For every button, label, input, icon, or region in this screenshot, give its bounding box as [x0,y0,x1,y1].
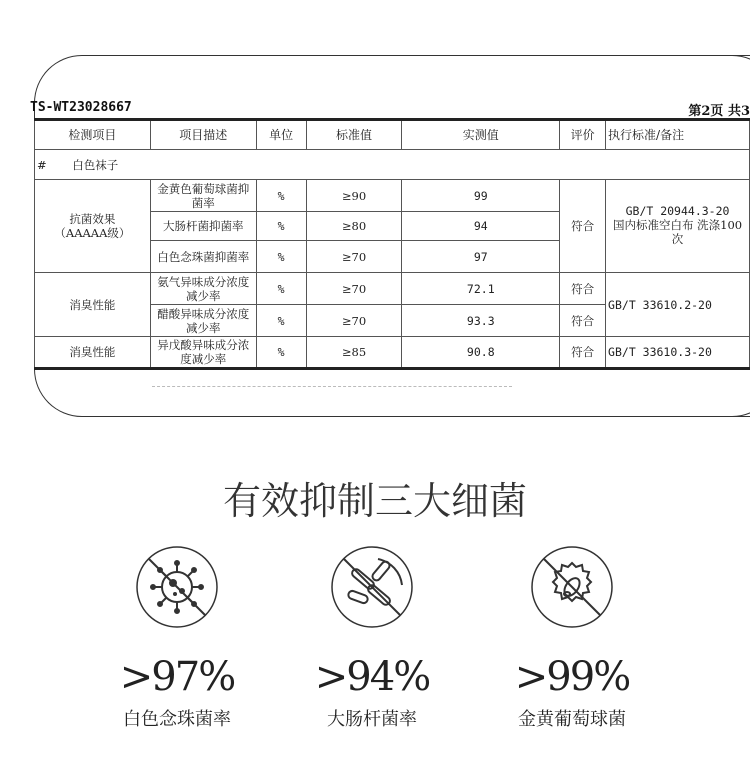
standard-cell [606,180,750,273]
unit-cell: % [256,337,306,369]
table-header-row [35,120,750,150]
value-cell: 99 [402,180,560,212]
page-indicator: 第2页 共3 [688,104,750,119]
stat-label: 金黄葡萄球菌 [518,709,626,730]
cocci-icon [530,545,614,629]
table-row [35,180,750,212]
section-cell [35,150,750,180]
value-cell: 90.8 [402,337,560,369]
unit-cell: % [256,212,306,241]
unit-cell: % [256,241,306,273]
test-results-table [34,118,750,370]
value-cell: 97 [402,241,560,273]
header-cell: 评价 [560,120,606,150]
table-row [35,337,750,369]
std-cell: ≥70 [306,305,402,337]
std-cell: ≥80 [306,212,402,241]
desc-cell: 异戊酸异味成分浓度减少率 [150,337,256,369]
stat-ecoli [272,545,472,731]
stat-candida [77,545,277,731]
header-cell: 实测值 [402,120,560,150]
std-cell: ≥90 [306,180,402,212]
eval-cell: 符合 [560,305,606,337]
value-cell: 93.3 [402,305,560,337]
group-grade: （AAAAA级） [54,226,131,240]
desc-cell: 大肠杆菌抑菌率 [150,212,256,241]
standard-note: 国内标准空白布 洗涤100次 [612,218,743,246]
report-id: TS-WT23028667 [30,100,132,115]
std-cell: ≥70 [306,241,402,273]
header-cell: 执行标准/备注 [606,120,750,150]
eval-cell: 符合 [560,180,606,273]
stat-value: >97% [119,654,235,700]
eval-cell: 符合 [560,337,606,369]
group-name: 抗菌效果 [69,212,116,226]
group-name-cell: 消臭性能 [35,337,151,369]
eval-cell: 符合 [560,273,606,305]
unit-cell: % [256,180,306,212]
report-header [30,98,750,119]
desc-cell: 白色念珠菌抑菌率 [150,241,256,273]
stat-label: 白色念珠菌率 [123,709,231,730]
stat-value: >94% [314,654,430,700]
group-name-cell: 消臭性能 [35,273,151,337]
stat-value: >99% [514,654,630,700]
section-row [35,150,750,180]
header-cell: 标准值 [306,120,402,150]
section-title: 白色袜子 [72,157,119,172]
value-cell: 72.1 [402,273,560,305]
std-cell: ≥85 [306,337,402,369]
std-cell: ≥70 [306,273,402,305]
value-cell: 94 [402,212,560,241]
stat-label: 大肠杆菌率 [327,709,417,730]
page-title: 有效抑制三大细菌 [222,479,527,523]
desc-cell: 氨气异味成分浓度减少率 [150,273,256,305]
table-row [35,273,750,305]
header-cell: 项目描述 [150,120,256,150]
standard-code: GB/T 20944.3-20 [625,204,730,218]
desc-cell: 金黄色葡萄球菌抑菌率 [150,180,256,212]
bacteria-rods-icon [330,545,414,629]
header-cell: 检测项目 [35,120,151,150]
stat-staph [472,545,672,731]
virus-icon [135,545,219,629]
header-cell: 单位 [256,120,306,150]
group-name-cell [35,180,151,273]
standard-cell: GB/T 33610.2-20 [606,273,750,337]
desc-cell: 醋酸异味成分浓度减少率 [150,305,256,337]
dashed-divider [152,386,512,387]
section-mark: # [37,157,47,172]
unit-cell: % [256,273,306,305]
unit-cell: % [256,305,306,337]
standard-cell: GB/T 33610.3-20 [606,337,750,369]
